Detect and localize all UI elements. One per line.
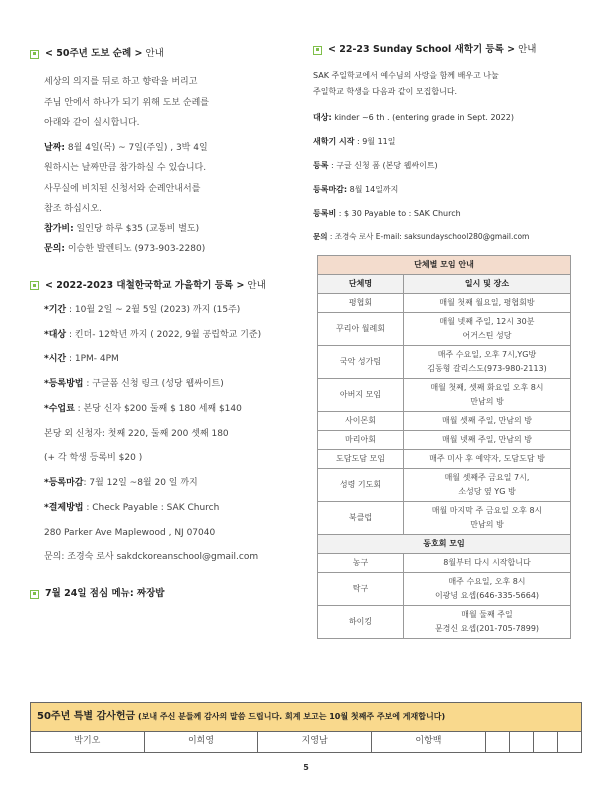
ss-start: 새학기 시작 : 9월 11일: [313, 137, 396, 147]
group-schedule: [404, 345, 571, 378]
group-name: 사이몬회: [318, 411, 404, 430]
pilgrimage-intro: [44, 72, 295, 133]
group-schedule: [404, 411, 571, 430]
bullet-square-icon: [313, 46, 322, 55]
page-number: 5: [303, 763, 309, 772]
table-row: [318, 501, 571, 534]
donation-title: 50주년 특별 감사헌금: [37, 711, 136, 722]
group-name: 북클럽: [318, 501, 404, 534]
donor-name: [485, 731, 509, 752]
ss-fee: 등록비 : $ 30 Payable to : SAK Church: [313, 209, 461, 219]
group-schedule: [404, 501, 571, 534]
period: *기간 : 10월 2일 ~ 2월 5일 (2023) 까지 (15주): [44, 304, 241, 315]
intro-line: 세상의 의지를 뒤로 하고 향락을 버리고: [44, 77, 198, 88]
pilgrimage-title-suffix: 안내: [142, 48, 164, 59]
group-name: 하이킹: [318, 605, 404, 638]
schedule-line: 매월 둘째 주일: [461, 609, 513, 619]
schedule-line: 매주 수요일, 오후 7시,YG방: [437, 349, 537, 359]
target: *대상 : 킨더- 12학년 까지 ( 2022, 9월 공립학교 기준): [44, 329, 262, 340]
schedule-line: 소성당 옆 YG 방: [458, 486, 516, 496]
schedule-line: 김동형 갈리스도(973-980-2113): [427, 363, 547, 373]
group-schedule: [404, 430, 571, 449]
club-title: 동호회 모임: [318, 534, 571, 553]
schedule-line: 만남의 방: [470, 396, 504, 406]
time: *시간 : 1PM- 4PM: [44, 354, 119, 365]
table-row: [318, 378, 571, 411]
group-name: 도담도담 모임: [318, 449, 404, 468]
group-name: 평협회: [318, 293, 404, 312]
group-schedule: [404, 293, 571, 312]
body-line: 참조 하십시오.: [44, 203, 102, 214]
schedule-line: 매월 셋째 주일, 만남의 방: [442, 415, 532, 425]
table-row: [318, 468, 571, 501]
donation-names-row: [31, 731, 582, 752]
body-line: 사무실에 비치된 신청서와 순례안내서를: [44, 183, 201, 194]
group-schedule: [404, 553, 571, 572]
table-row: [318, 411, 571, 430]
donor-name: [509, 731, 533, 752]
left-column: [30, 48, 295, 601]
donation-note: (보내 주신 분들께 감사의 말씀 드립니다. 회계 보고는 10월 첫째주 주보에 게재합니다): [135, 712, 446, 721]
schedule-line: 매주 수요일, 오후 8시: [448, 576, 526, 586]
table-row: [318, 449, 571, 468]
body-line: 원하시는 날짜만큼 참가하실 수 있습니다.: [44, 163, 207, 174]
schedule-line: 매월 첫째 월요일, 평협회방: [439, 297, 535, 307]
donor-name: 이항백: [372, 731, 486, 752]
schedule-line: 매주 미사 후 예약자, 도담도담 방: [429, 453, 545, 463]
schedule-line: 이광녕 요셉(646-335-5664): [434, 590, 540, 600]
intro-line: 주일학교 학생을 다음과 같이 모집합니다.: [313, 87, 458, 97]
pilgrimage-title: < 50주년 도보 순례 >: [45, 48, 143, 59]
group-name: 마리아회: [318, 430, 404, 449]
group-name: 아버지 모임: [318, 378, 404, 411]
donor-name: 이희영: [144, 731, 258, 752]
table-row: [318, 553, 571, 572]
donation-section: [30, 702, 582, 753]
groups-table-title: 단체별 모임 안내: [318, 255, 571, 274]
group-schedule: [404, 378, 571, 411]
table-row: [318, 605, 571, 638]
method: *등록방법 : 구글폼 신청 링크 (성당 웹싸이트): [44, 379, 224, 390]
sunday-school-details: [313, 106, 575, 249]
pilgrimage-heading: [30, 48, 295, 60]
col-when-header: 일시 및 장소: [404, 274, 571, 293]
group-schedule: [404, 572, 571, 605]
schedule-line: 매월 셋째주 금요일 7시,: [444, 472, 530, 482]
group-name: 농구: [318, 553, 404, 572]
schedule-line: 문경신 요셉(201-705-7899): [434, 623, 540, 633]
donor-name: [557, 731, 581, 752]
table-row: [318, 293, 571, 312]
schedule-line: 8월부터 다시 시작합니다: [443, 557, 531, 567]
groups-table: [317, 255, 571, 639]
group-schedule: [404, 312, 571, 345]
pilgrimage-details: [44, 138, 295, 260]
deadline: *등록마감: 7월 12일 ~8월 20 일 까지: [44, 478, 198, 489]
table-row: [318, 312, 571, 345]
right-column: [313, 44, 575, 639]
korean-school-heading: < 2022-2023 대철한국학교 가을학기 등록 > 안내: [30, 280, 295, 292]
bullet-square-icon: [30, 590, 39, 599]
group-schedule: [404, 449, 571, 468]
group-name: 성령 기도회: [318, 468, 404, 501]
col-name-header: 단체명: [318, 274, 404, 293]
schedule-line: 매월 넷째 주일, 12시 30분: [439, 316, 535, 326]
table-row: [318, 430, 571, 449]
lunch-menu: 7월 24일 점심 메뉴: 짜장밥: [45, 588, 165, 600]
table-row: [318, 345, 571, 378]
intro-line: 주님 안에서 하나가 되기 위해 도보 순례를: [44, 97, 209, 108]
group-name: 국악 성가팀: [318, 345, 404, 378]
pilgrimage-contact: 문의: 이승한 발렌티노 (973-903-2280): [44, 244, 206, 255]
ss-registration: 등록 : 구글 신청 폼 (본당 웹싸이트): [313, 161, 438, 171]
schedule-line: 만남의 방: [470, 519, 504, 529]
payment: *결제방법 : Check Payable : SAK Church: [44, 502, 220, 513]
schedule-line: 매월 마지막 주 금요일 오후 8시: [431, 505, 543, 515]
schedule-line: 어거스틴 성당: [462, 330, 512, 340]
donor-name: 박기오: [31, 731, 145, 752]
ss-contact: 문의 : 조경숙 로사 E-mail: saksundayschool280@gmail.com: [313, 232, 530, 242]
lunch-menu-heading: [30, 588, 295, 600]
pilgrimage-fee: 참가비: 일인당 하루 $35 (교통비 별도): [44, 224, 200, 235]
school-contact: 문의: 조경숙 로사 sakdckoreanschool@gmail.com: [44, 552, 259, 563]
sunday-school-title: < 22-23 Sunday School 새학기 등록 >: [328, 44, 516, 55]
intro-line: 아래와 같이 실시합니다.: [44, 117, 140, 128]
table-row: [318, 572, 571, 605]
ss-deadline: 등록마감: 8월 14일까지: [313, 185, 399, 195]
korean-school-details: [44, 298, 295, 570]
group-name: 탁구: [318, 572, 404, 605]
korean-school-title: < 2022-2023 대철한국학교 가을학기 등록 >: [45, 279, 245, 291]
donation-table: [30, 702, 582, 753]
tuition-extra: 본당 외 신청자: 첫째 220, 둘째 200 셋째 180: [44, 428, 229, 439]
ss-target: 대상: kinder ~6 th . (entering grade in Sept. 2022): [313, 113, 514, 123]
schedule-line: 매월 넷째 주일, 만남의 방: [442, 434, 532, 444]
club-subheader-row: [318, 534, 571, 553]
intro-line: SAK 주일학교에서 예수님의 사랑을 함께 배우고 나눌: [313, 71, 499, 81]
schedule-line: 매월 첫째, 셋째 화요일 오후 8시: [430, 382, 544, 392]
group-schedule: [404, 468, 571, 501]
bullet-square-icon: [30, 281, 39, 290]
tuition: *수업료 : 본당 신자 $200 둘째 $ 180 세째 $140: [44, 403, 242, 414]
bullet-square-icon: [30, 50, 39, 59]
donor-name: [533, 731, 557, 752]
sunday-school-heading: < 22-23 Sunday School 새학기 등록 > 안내: [313, 44, 575, 56]
group-name: 꾸리아 월례회: [318, 312, 404, 345]
donation-header: [31, 703, 582, 732]
donor-name: 지영남: [258, 731, 372, 752]
group-schedule: [404, 605, 571, 638]
tuition-note: (+ 각 학생 등록비 $20 ): [44, 453, 143, 464]
sunday-school-intro: [313, 68, 575, 100]
address: 280 Parker Ave Maplewood , NJ 07040: [44, 527, 216, 538]
pilgrimage-date: 날짜: 8월 4일(목) ~ 7일(주일) , 3박 4일: [44, 143, 208, 154]
